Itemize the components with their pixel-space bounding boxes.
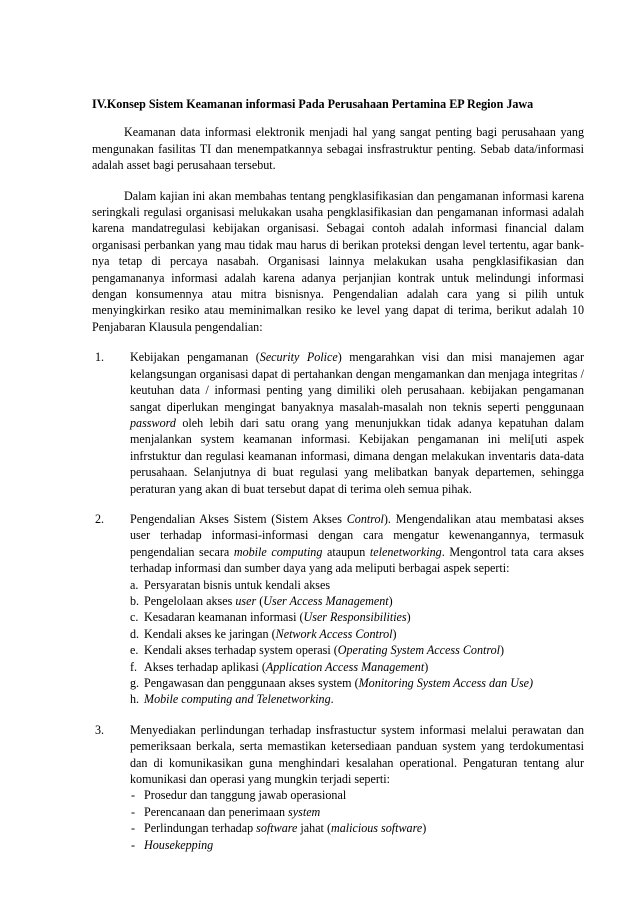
sub-item	[130, 691, 584, 707]
sub-item	[130, 642, 584, 658]
italic-text: mobile computing	[233, 544, 323, 559]
text-run: Prosedur dan tanggung jawab operasional	[144, 788, 347, 803]
italic-text: User Responsibilities	[303, 610, 407, 625]
text-run: Dalam kajian ini akan membahas tentang pengklasifikasian dan pengamanan informasi karena seringkali regulasi organisasi melukakan usaha pengklasifikasian dan pengamanan informasi adalah karena mandatregulasi kebijakan organisasi. Sebagai contoh adalah informasi financial dalam organisasi perbankan yang mau tidak mau harus di berikan proteksi dengan level tertentu, agar bank-nya tetap di percaya nasabah. Organisasi lainnya melakukan usaha pengklasifikasian dan pengamananya informasi adalah karena adanya perjanjian kontrak untuk melindungi informasi dengan konsumennya atau mitra bisnisnya. Pengendalian adalah cara yang si pilih untuk menyingkirkan resiko atau meminimalkan resiko ke level yang dapat di terima, berikut adalah 10 Penjabaran Klausula pengendalian:	[92, 188, 584, 334]
italic-text: Operating System Access Control	[337, 643, 501, 658]
text-run: Pengelolaan akses	[144, 593, 236, 608]
italic-text: user	[235, 593, 257, 608]
sub-item-marker: -	[131, 788, 136, 803]
item-number: 3.	[95, 722, 105, 737]
text-run: )	[406, 610, 411, 625]
text-run: Kesadaran keamanan informasi (	[144, 610, 304, 625]
section-heading: IV.Konsep Sistem Keamanan informasi Pada Perusahaan Pertamina EP Region Jawa	[92, 97, 534, 111]
italic-text: malicious software	[330, 821, 423, 836]
numbered-list	[92, 349, 584, 853]
sub-item	[130, 820, 584, 836]
text-run: )	[500, 643, 505, 658]
text-run: oleh lebih dari satu orang yang menunjukkan tidak adanya kepatuhan dalam menjalankan system keamanan informasi. Kebijakan pengamanan ini meli[uti aspek infrstuktur dan regulasi keamanan informasi, dimana dengan melakukan inventaris data-data perusahaan. Selanjutnya di buat regulasi yang melibatkan banyak departemen, sehingga peraturan yang akan di buat tersebut dapat di terima oleh semua pihak.	[130, 415, 584, 496]
numbered-item	[92, 349, 584, 497]
sub-item	[130, 675, 584, 691]
text-run: ) mengarahkan visi dan misi manajemen agar kelangsungan organisasi dapat di pertahankan dengan mengamankan dan menjaga integritas / keutuhan data / informasi penting yang dimiliki oleh perusahaan. kebijakan pengamanan sangat diperlukan mengingat banyaknya masalah-masalah non teknis seperti penggunaan	[130, 350, 584, 414]
italic-text: system	[288, 804, 321, 819]
sub-item	[130, 626, 584, 642]
sub-item-marker: h.	[130, 692, 140, 707]
text-run: ). Mengendalikan atau membatasi akses user terhadap informasi-informasi dengan cara mengatur kewenangannya, termasuk pengendalian secara	[130, 511, 584, 559]
sub-item	[130, 577, 584, 593]
alpha-list	[130, 577, 584, 708]
text-run: . Mengontrol tata cara akses terhadap informasi dan sumber daya yang ada meliputi berbagai aspek seperti:	[130, 544, 584, 576]
text-run: ataupun	[322, 544, 370, 559]
sub-item	[130, 787, 584, 803]
italic-text: Housekepping	[144, 837, 214, 852]
item-text	[130, 349, 584, 497]
text-run: Persyaratan bisnis untuk kendali akses	[144, 577, 331, 592]
italic-text: User Access Management	[263, 593, 389, 608]
text-run: Perlindungan terhadap	[144, 821, 257, 836]
sub-item-marker: -	[131, 837, 136, 852]
sub-item	[130, 593, 584, 609]
text-run: )	[424, 659, 429, 674]
numbered-item	[92, 722, 584, 853]
italic-text: Application Access Management	[265, 659, 425, 674]
text-run: )	[422, 821, 427, 836]
sub-item-marker: g.	[130, 676, 140, 690]
sub-item-marker: -	[131, 821, 136, 836]
sub-item-marker: a.	[130, 577, 139, 592]
italic-text: Security Police	[259, 350, 338, 365]
text-run: Keamanan data informasi elektronik menjadi hal yang sangat penting bagi perusahaan yang mengunakan fasilitas TI dan menempatkannya sebagai insfrastruktur penting. Sebab data/informasi adalah asset bagi perusahaan tersebut.	[92, 125, 584, 173]
numbered-item	[92, 511, 584, 708]
text-run: Pengawasan dan penggunaan akses system (	[144, 676, 359, 690]
text-run: Kebijakan pengamanan (	[130, 350, 260, 365]
sub-item-marker: f.	[130, 659, 138, 674]
text-run: Akses terhadap aplikasi (	[144, 659, 266, 674]
sub-item-marker: b.	[130, 593, 140, 608]
italic-text: Network Access Control	[275, 626, 393, 641]
italic-text: software	[256, 821, 298, 836]
dash-list	[130, 787, 584, 853]
item-number: 2.	[95, 511, 105, 526]
intro-paragraphs	[92, 124, 584, 335]
sub-item-marker: -	[131, 804, 136, 819]
text-run: Kendali akses terhadap system operasi (	[144, 643, 338, 658]
sub-item	[130, 837, 584, 853]
body-paragraph	[92, 188, 584, 336]
text-run: Pengendalian Akses Sistem (Sistem Akses	[130, 511, 347, 526]
body-paragraph	[92, 124, 584, 173]
text-run: (	[256, 593, 264, 608]
item-text	[130, 511, 584, 577]
italic-text: telenetworking	[369, 544, 442, 559]
text-run: )	[388, 593, 393, 608]
italic-text: password	[130, 415, 176, 430]
document-body	[92, 96, 584, 867]
sub-item	[130, 804, 584, 820]
text-run: Perencanaan dan penerimaan	[144, 804, 289, 819]
italic-text: Mobile computing and Telenetworking	[144, 692, 331, 707]
text-run: .	[330, 692, 334, 707]
text-run: )	[392, 626, 397, 641]
sub-item	[130, 659, 584, 675]
text-run: Menyediakan perlindungan terhadap insfrastuctur system informasi melalui perawatan dan pemeriksaan berkala, serta memastikan ketersediaan panduan system yang terdokumentasi dan di komunikasikan guna menghindari kesalahan operational. Pengaturan tentang alur komunikasi dan operasi yang mungkin terjadi seperti:	[130, 722, 584, 787]
italic-text: Monitoring System Access dan Use)	[358, 676, 534, 690]
item-number: 1.	[95, 350, 105, 365]
italic-text: Control	[346, 511, 384, 526]
item-text	[130, 722, 584, 788]
sub-item-marker: d.	[130, 626, 140, 641]
sub-item-marker: e.	[130, 643, 139, 658]
sub-item-marker: c.	[130, 610, 139, 625]
text-run: jahat (	[297, 821, 331, 836]
sub-item	[130, 609, 584, 625]
text-run: Kendali akses ke jaringan (	[144, 626, 276, 641]
